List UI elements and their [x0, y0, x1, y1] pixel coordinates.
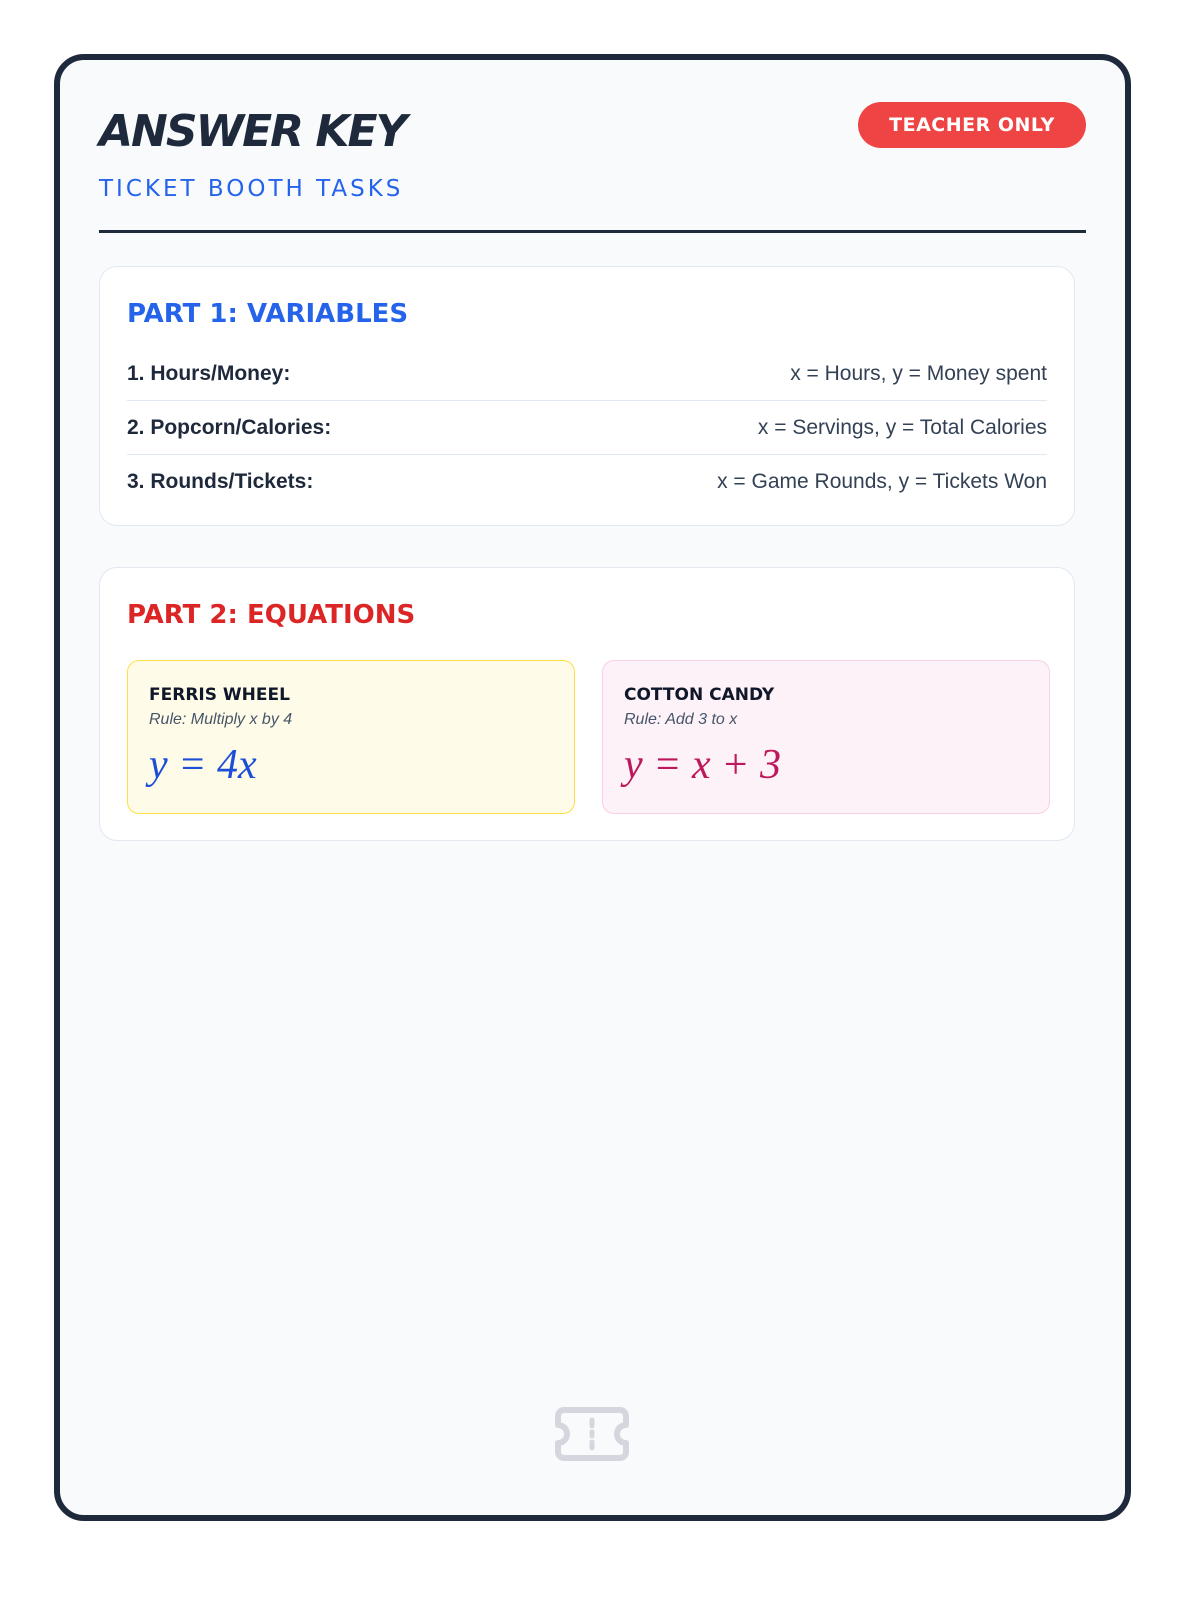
part1-title: PART 1: VARIABLES [127, 299, 409, 329]
variable-row [127, 401, 1047, 455]
part2-title: PART 2: EQUATIONS [127, 600, 416, 630]
part2-equations-section [99, 567, 1075, 841]
variable-value: x = Servings, y = Total Calories [757, 415, 1047, 439]
header [99, 102, 1086, 233]
equation-rule: Rule: Add 3 to x [624, 711, 738, 728]
variable-value: x = Game Rounds, y = Tickets Won [717, 470, 1047, 493]
variable-row [127, 455, 1047, 509]
teacher-only-badge: TEACHER ONLY [858, 102, 1086, 148]
equation-name: FERRIS WHEEL [149, 685, 290, 705]
ferris-wheel-equation-card [127, 660, 575, 814]
equation-formula: y = 4x [149, 742, 257, 788]
part1-variables-section [99, 266, 1075, 526]
answer-key-card [54, 54, 1131, 1521]
equation-name: COTTON CANDY [624, 685, 775, 705]
variable-row [127, 347, 1047, 401]
cotton-candy-equation-card [602, 660, 1050, 814]
variable-label: 2. Popcorn/Calories: [127, 415, 332, 439]
page-title: ANSWER KEY [99, 106, 406, 157]
variable-label: 1. Hours/Money: [127, 361, 291, 385]
equation-formula: y = x + 3 [624, 742, 781, 788]
equation-rule: Rule: Multiply x by 4 [149, 711, 293, 728]
variables-list [127, 347, 1047, 509]
ticket-icon [554, 1406, 630, 1462]
page-subtitle: TICKET BOOTH TASKS [99, 176, 404, 202]
variable-label: 3. Rounds/Tickets: [127, 470, 314, 493]
variable-value: x = Hours, y = Money spent [790, 361, 1047, 385]
